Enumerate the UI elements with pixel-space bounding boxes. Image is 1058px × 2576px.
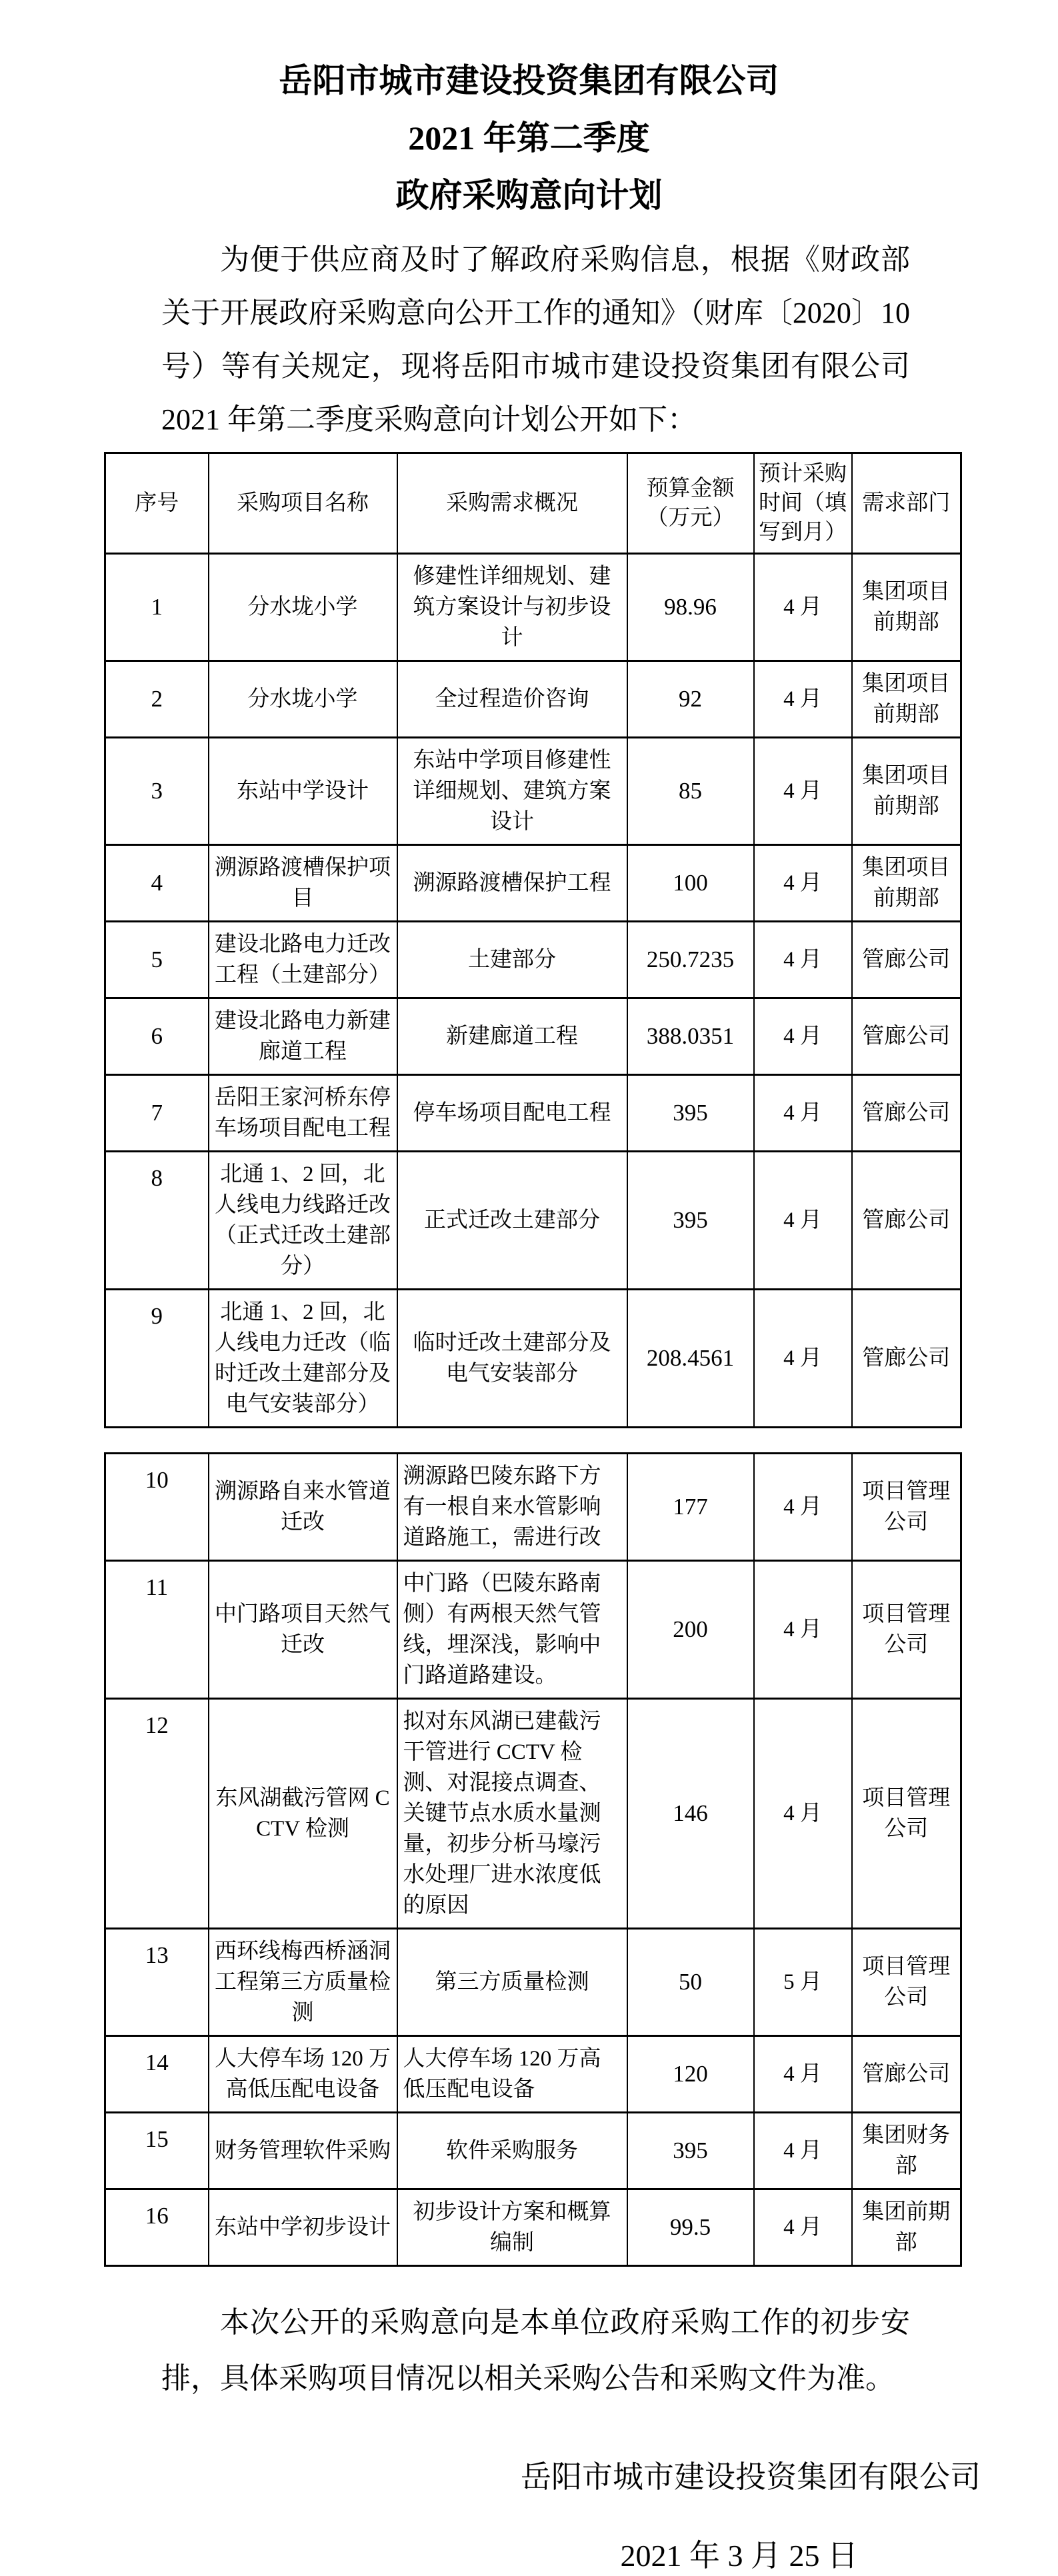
- cell-department: 集团项目前期部: [852, 845, 961, 922]
- procurement-table-1-body: [105, 453, 961, 1428]
- title-line-company: 岳阳市城市建设投资集团有限公司: [279, 62, 779, 99]
- signature-company: 岳阳市城市建设投资集团有限公司: [521, 2460, 981, 2494]
- cell-no: 8: [105, 1152, 209, 1290]
- table-row: [105, 1561, 961, 1699]
- cell-summary: 第三方质量检测: [397, 1929, 627, 2036]
- cell-no: 11: [105, 1561, 209, 1699]
- cell-no: 5: [105, 922, 209, 998]
- title-line-plan: 政府采购意向计划: [395, 177, 663, 214]
- table-row: [105, 661, 961, 738]
- cell-budget: 177: [627, 1454, 754, 1561]
- cell-project-name: 东站中学设计: [209, 738, 397, 845]
- cell-project-name: 分水垅小学: [209, 554, 397, 661]
- cell-time: 4 月: [754, 1075, 852, 1152]
- cell-time: 4 月: [754, 1561, 852, 1699]
- header-cell-1: 采购项目名称: [209, 453, 397, 554]
- cell-summary: 正式迁改土建部分: [397, 1152, 627, 1290]
- cell-project-name: 财务管理软件采购: [209, 2113, 397, 2189]
- cell-no: 3: [105, 738, 209, 845]
- cell-department: 集团财务部: [852, 2113, 961, 2189]
- cell-no: 2: [105, 661, 209, 738]
- cell-summary: 修建性详细规划、建筑方案设计与初步设计: [397, 554, 627, 661]
- cell-time: 4 月: [754, 922, 852, 998]
- cell-summary: 人大停车场 120 万高低压配电设备: [397, 2036, 627, 2113]
- cell-budget: 146: [627, 1699, 754, 1929]
- cell-department: 集团前期部: [852, 2189, 961, 2266]
- signature-date: 2021 年 3 月 25 日: [620, 2539, 858, 2573]
- cell-time: 4 月: [754, 1454, 852, 1561]
- cell-department: 管廊公司: [852, 2036, 961, 2113]
- title-line-quarter: 2021 年第二季度: [408, 119, 650, 157]
- cell-department: 集团项目前期部: [852, 554, 961, 661]
- table-header-row: [105, 453, 961, 554]
- cell-budget: 120: [627, 2036, 754, 2113]
- cell-summary: 软件采购服务: [397, 2113, 627, 2189]
- cell-time: 4 月: [754, 1699, 852, 1929]
- cell-department: 管廊公司: [852, 998, 961, 1075]
- cell-no: 1: [105, 554, 209, 661]
- cell-budget: 395: [627, 1075, 754, 1152]
- table-row: [105, 1699, 961, 1929]
- header-cell-4: 预计采购时间（填写到月）: [754, 453, 852, 554]
- cell-department: 管廊公司: [852, 1290, 961, 1428]
- procurement-table-1: [104, 452, 962, 1428]
- cell-project-name: 分水垅小学: [209, 661, 397, 738]
- cell-project-name: 中门路项目天然气迁改: [209, 1561, 397, 1699]
- cell-time: 4 月: [754, 554, 852, 661]
- cell-budget: 98.96: [627, 554, 754, 661]
- cell-summary: 土建部分: [397, 922, 627, 998]
- cell-time: 4 月: [754, 998, 852, 1075]
- cell-time: 4 月: [754, 1152, 852, 1290]
- cell-budget: 208.4561: [627, 1290, 754, 1428]
- cell-project-name: 北通 1、2 回，北人线电力迁改（临时迁改土建部分及电气安装部分）: [209, 1290, 397, 1428]
- cell-budget: 99.5: [627, 2189, 754, 2266]
- table-row: [105, 998, 961, 1075]
- cell-project-name: 岳阳王家河桥东停车场项目配电工程: [209, 1075, 397, 1152]
- table-row: [105, 1152, 961, 1290]
- cell-summary: 中门路（巴陵东路南侧）有两根天然气管线，埋深浅，影响中门路道路建设。: [397, 1561, 627, 1699]
- table-row: [105, 1454, 961, 1561]
- header-cell-2: 采购需求概况: [397, 453, 627, 554]
- table-row: [105, 1290, 961, 1428]
- cell-summary: 东站中学项目修建性详细规划、建筑方案设计: [397, 738, 627, 845]
- cell-no: 10: [105, 1454, 209, 1561]
- cell-time: 4 月: [754, 845, 852, 922]
- cell-project-name: 建设北路电力迁改工程（土建部分）: [209, 922, 397, 998]
- cell-no: 15: [105, 2113, 209, 2189]
- cell-department: 项目管理公司: [852, 1699, 961, 1929]
- cell-no: 14: [105, 2036, 209, 2113]
- cell-project-name: 西环线梅西桥涵洞工程第三方质量检测: [209, 1929, 397, 2036]
- cell-time: 4 月: [754, 2113, 852, 2189]
- header-cell-0: 序号: [105, 453, 209, 554]
- cell-department: 管廊公司: [852, 1152, 961, 1290]
- cell-project-name: 人大停车场 120 万高低压配电设备: [209, 2036, 397, 2113]
- table-row: [105, 738, 961, 845]
- cell-no: 7: [105, 1075, 209, 1152]
- cell-department: 项目管理公司: [852, 1561, 961, 1699]
- cell-budget: 92: [627, 661, 754, 738]
- cell-department: 管廊公司: [852, 922, 961, 998]
- cell-department: 集团项目前期部: [852, 738, 961, 845]
- cell-no: 4: [105, 845, 209, 922]
- cell-budget: 250.7235: [627, 922, 754, 998]
- cell-department: 集团项目前期部: [852, 661, 961, 738]
- cell-budget: 50: [627, 1929, 754, 2036]
- table-row: [105, 922, 961, 998]
- cell-budget: 395: [627, 2113, 754, 2189]
- cell-time: 4 月: [754, 2036, 852, 2113]
- table-row: [105, 2189, 961, 2266]
- cell-project-name: 东站中学初步设计: [209, 2189, 397, 2266]
- cell-budget: 100: [627, 845, 754, 922]
- header-cell-3: 预算金额（万元）: [627, 453, 754, 554]
- cell-summary: 停车场项目配电工程: [397, 1075, 627, 1152]
- table-row: [105, 2113, 961, 2189]
- table-row: [105, 1075, 961, 1152]
- cell-summary: 临时迁改土建部分及电气安装部分: [397, 1290, 627, 1428]
- cell-summary: 全过程造价咨询: [397, 661, 627, 738]
- table-row: [105, 845, 961, 922]
- cell-project-name: 溯源路渡槽保护项目: [209, 845, 397, 922]
- procurement-table-2: [104, 1452, 962, 2267]
- cell-time: 4 月: [754, 738, 852, 845]
- cell-time: 4 月: [754, 2189, 852, 2266]
- procurement-table-2-body: [105, 1454, 961, 2266]
- cell-no: 13: [105, 1929, 209, 2036]
- cell-project-name: 北通 1、2 回，北人线电力线路迁改（正式迁改土建部分）: [209, 1152, 397, 1290]
- cell-department: 项目管理公司: [852, 1454, 961, 1561]
- cell-project-name: 东风湖截污管网 CCTV 检测: [209, 1699, 397, 1929]
- closing-paragraph: 本次公开的采购意向是本单位政府采购工作的初步安排，具体采购项目情况以相关采购公告和采购文件为准。: [161, 2306, 910, 2395]
- cell-no: 9: [105, 1290, 209, 1428]
- cell-summary: 溯源路巴陵东路下方有一根自来水管影响道路施工，需进行改: [397, 1454, 627, 1561]
- cell-time: 4 月: [754, 661, 852, 738]
- cell-department: 管廊公司: [852, 1075, 961, 1152]
- cell-budget: 395: [627, 1152, 754, 1290]
- cell-summary: 初步设计方案和概算编制: [397, 2189, 627, 2266]
- cell-budget: 200: [627, 1561, 754, 1699]
- cell-no: 12: [105, 1699, 209, 1929]
- cell-project-name: 建设北路电力新建廊道工程: [209, 998, 397, 1075]
- table-row: [105, 554, 961, 661]
- cell-budget: 388.0351: [627, 998, 754, 1075]
- cell-summary: 拟对东风湖已建截污干管进行 CCTV 检测、对混接点调查、关键节点水质水量测量，初步分析马壕污水处理厂进水浓度低的原因: [397, 1699, 627, 1929]
- cell-no: 6: [105, 998, 209, 1075]
- document-title: [0, 0, 1058, 224]
- intro-paragraph: 为便于供应商及时了解政府采购信息，根据《财政部关于开展政府采购意向公开工作的通知》（财库〔2020〕10 号）等有关规定，现将岳阳市城市建设投资集团有限公司 2021 年第二季度采购意向计划公开如下：: [161, 243, 910, 436]
- cell-no: 16: [105, 2189, 209, 2266]
- table-row: [105, 1929, 961, 2036]
- cell-summary: 新建廊道工程: [397, 998, 627, 1075]
- header-cell-5: 需求部门: [852, 453, 961, 554]
- cell-time: 4 月: [754, 1290, 852, 1428]
- table-row: [105, 2036, 961, 2113]
- cell-summary: 溯源路渡槽保护工程: [397, 845, 627, 922]
- cell-project-name: 溯源路自来水管道迁改: [209, 1454, 397, 1561]
- cell-budget: 85: [627, 738, 754, 845]
- cell-department: 项目管理公司: [852, 1929, 961, 2036]
- cell-time: 5 月: [754, 1929, 852, 2036]
